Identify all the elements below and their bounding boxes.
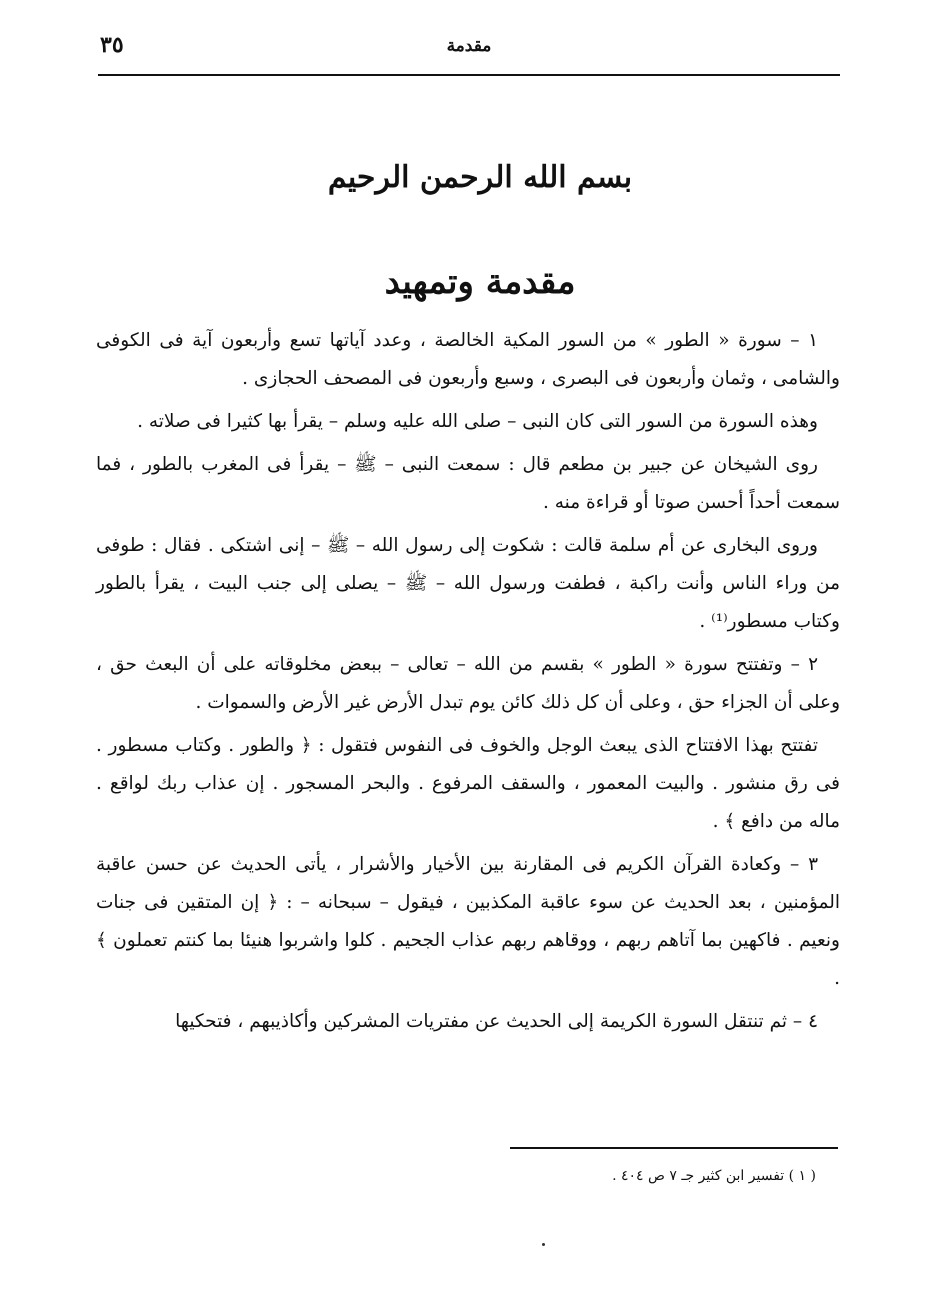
header-rule — [98, 74, 840, 76]
paragraph: ٤ – ثم تنتقل السورة الكريمة إلى الحديث عن مفتريات المشركين وأكاذيبهم ، فتحكيها — [175, 1011, 818, 1032]
running-header — [100, 28, 838, 68]
section-title: مقدمة وتمهيد — [384, 262, 576, 302]
basmala-heading: بسم الله الرحمن الرحيم — [327, 160, 633, 195]
footnote: ( ١ ) تفسير ابن كثير جـ ٧ ص ٤٠٤ . — [612, 1168, 816, 1184]
paragraph: تفتتح بهذا الافتتاح الذى يبعث الوجل والخوف فى النفوس فتقول : ﴿ والطور . وكتاب مسطور . فى رق منشور . والبيت المعمور ، والسقف المرفوع . والبحر المسجور . إن عذاب ربك لواقع . ماله من دافع ﴾ . — [96, 735, 840, 832]
running-header-title: مقدمة — [446, 36, 492, 56]
paragraph: وروى البخارى عن أم سلمة قالت : شكوت إلى رسول الله – ﷺ – إنى اشتكى . فقال : طوفى من وراء الناس وأنت راكبة ، فطفت ورسول الله – ﷺ – يصلى إلى جنب البيت ، يقرأ بالطور وكتاب مسطور⁽¹⁾ . — [96, 535, 840, 632]
paragraph: روى الشيخان عن جبير بن مطعم قال : سمعت النبى – ﷺ – يقرأ فى المغرب بالطور ، فما سمعت أحداً أحسن صوتا أو قراءة منه . — [96, 454, 840, 513]
paragraph: وهذه السورة من السور التى كان النبى – صلى الله عليه وسلم – يقرأ بها كثيرا فى صلاته . — [137, 411, 818, 432]
body-text — [96, 322, 840, 1122]
paragraph: ١ – سورة « الطور » من السور المكية الخالصة ، وعدد آياتها تسع وأربعون آية فى الكوفى والشامى ، وثمان وأربعون فى البصرى ، وسبع وأربعون فى المصحف الحجازى . — [96, 330, 840, 389]
page-number: ٣٥ — [100, 32, 124, 58]
scan-speck — [542, 1243, 545, 1246]
paragraph: ٣ – وكعادة القرآن الكريم فى المقارنة بين الأخيار والأشرار ، يأتى الحديث عن حسن عاقبة المؤمنين ، بعد الحديث عن سوء عاقبة المكذبين ، فيقول – سبحانه – : ﴿ إن المتقين فى جنات ونعيم . فاكهين بما آتاهم ربهم ، ووقاهم ربهم عذاب الجحيم . كلوا واشربوا هنيئا بما كنتم تعملون ﴾ . — [96, 854, 840, 989]
footnote-rule — [510, 1147, 838, 1149]
paragraph: ٢ – وتفتتح سورة « الطور » بقسم من الله – تعالى – ببعض مخلوقاته على أن البعث حق ، وعلى أن الجزاء حق ، وعلى أن كل ذلك كائن يوم تبدل الأرض غير الأرض والسموات . — [96, 654, 840, 713]
